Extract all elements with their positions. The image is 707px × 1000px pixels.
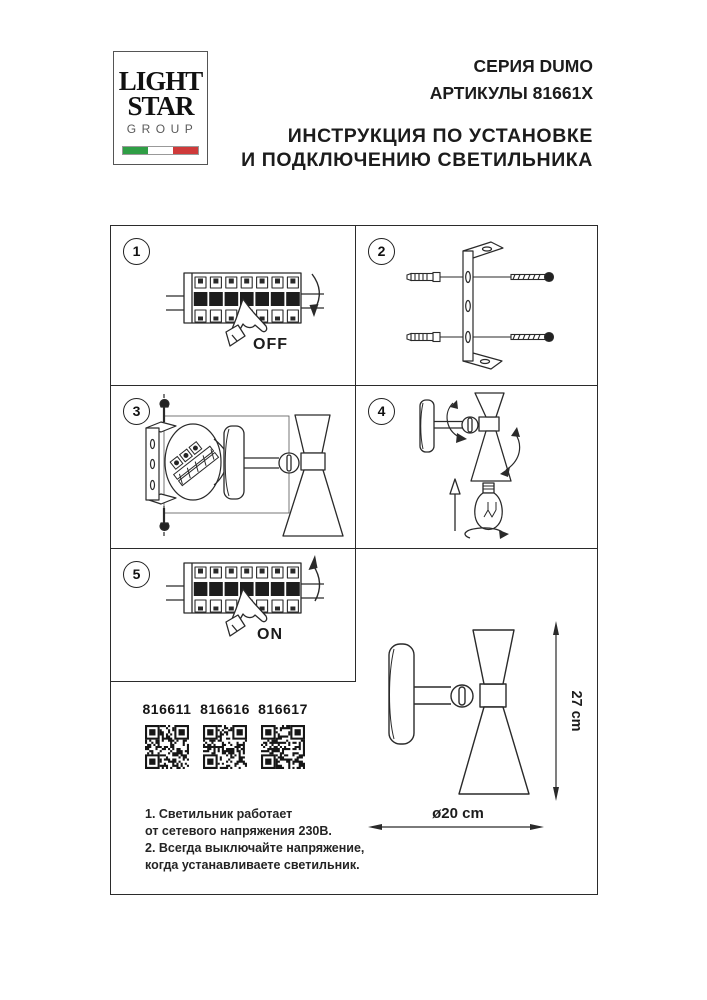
notes-line: когда устанавливаете светильник.: [145, 858, 360, 872]
logo-group-text: GROUP: [126, 122, 199, 136]
off-label: OFF: [253, 336, 288, 353]
step-panel-4: [356, 386, 597, 547]
flag-white-segment: [148, 147, 173, 154]
breaker-on-illustration: [166, 549, 328, 659]
page-title-line2: И ПОДКЛЮЧЕНИЮ СВЕТИЛЬНИКА: [241, 149, 593, 171]
lightstar-logo: [113, 51, 208, 165]
articles-title: АРТИКУЛЫ 81661X: [429, 83, 593, 103]
step-panel-5: [111, 549, 354, 680]
product-code: 816617: [258, 701, 308, 717]
logo-light-text: LIGHT: [118, 66, 203, 96]
step-panel-1: [111, 226, 354, 384]
breaker-off-illustration: [166, 259, 328, 369]
qr-code: [261, 725, 305, 769]
notes-line: от сетевого напряжения 230В.: [145, 824, 332, 838]
product-code: 816616: [200, 701, 250, 717]
grid-horizontal-divider-3: [111, 681, 356, 683]
flag-red-segment: [173, 147, 198, 154]
page-title-line1: ИНСТРУКЦИЯ ПО УСТАНОВКЕ: [287, 125, 593, 147]
page-title: [241, 124, 593, 172]
dimension-diameter-label: ø20 cm: [432, 805, 484, 822]
series-title: СЕРИЯ DUMO: [473, 56, 593, 76]
italian-flag-bar: [122, 146, 199, 155]
step-3-badge: 3: [123, 398, 150, 425]
step-5-badge: 5: [123, 561, 150, 588]
qr-code: [145, 725, 189, 769]
step-panel-3: [111, 386, 354, 547]
notes-line: 2. Всегда выключайте напряжение,: [145, 841, 365, 855]
step-2-badge: 2: [368, 238, 395, 265]
product-code: 816611: [142, 701, 192, 717]
instruction-grid: [110, 225, 598, 895]
qr-code: [203, 725, 247, 769]
dimension-drawing: [366, 604, 598, 849]
logo-star-text: STAR: [127, 91, 194, 121]
header-series-block: [430, 53, 593, 107]
step-4-badge: 4: [368, 398, 395, 425]
shade-bulb-assembly-illustration: [353, 386, 588, 544]
step-1-badge: 1: [123, 238, 150, 265]
on-label: ON: [257, 626, 283, 643]
dimension-height-label: 27 cm: [568, 690, 584, 732]
step-panel-2: [356, 226, 597, 384]
safety-notes: [145, 806, 395, 874]
mounting-bracket-illustration: [399, 239, 574, 374]
flag-green-segment: [123, 147, 148, 154]
notes-line: 1. Светильник работает: [145, 807, 293, 821]
wiring-assembly-illustration: [119, 386, 354, 544]
